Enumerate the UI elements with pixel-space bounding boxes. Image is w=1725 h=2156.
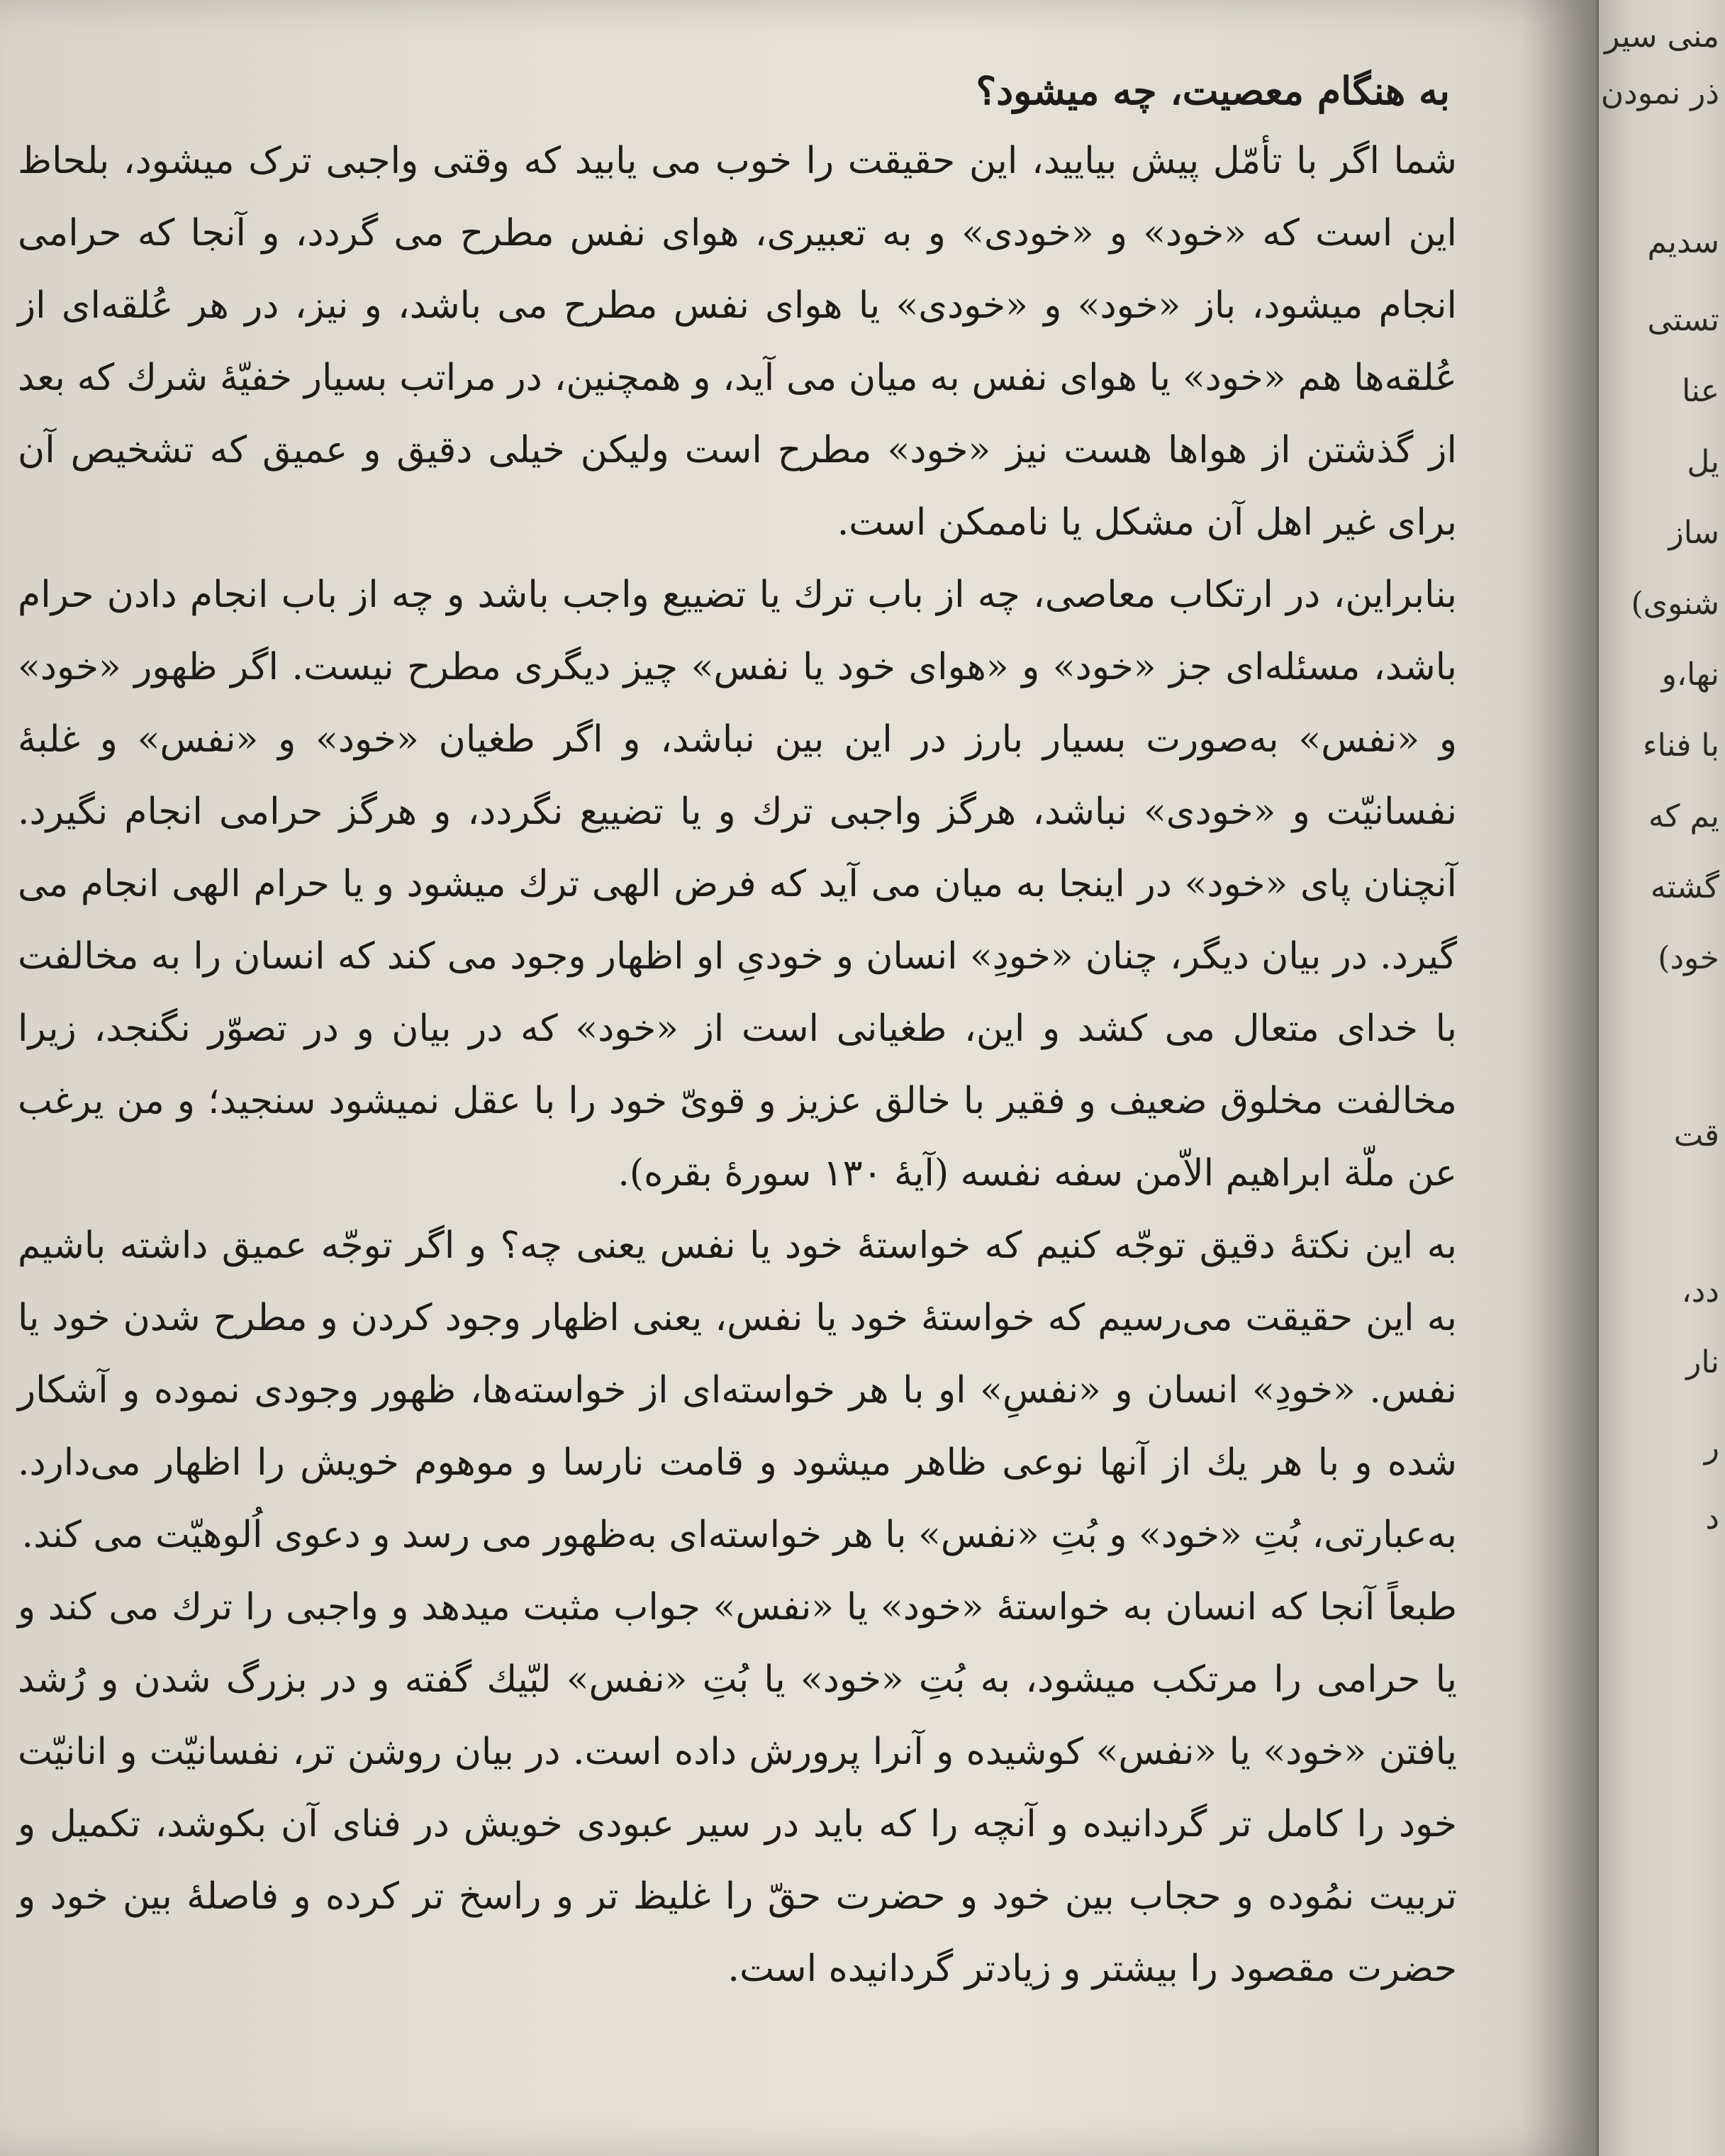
paragraph-4: طبعاً آنجا که انسان به خواستهٔ «خود» یا «نفس» جواب مثبت میدهد و واجبی را ترك می کند و یا حرامی را مرتکب میشود، به بُتِ «خود» یا بُتِ «نفس» لبّیك گفته و در بزرگ شدن و رُشد یافتن «خود» یا «نفس» کوشیده و آنرا پرورش داده است. در بیان روشن تر، نفسانیّت و انانیّت خود را کامل تر گردانیده و آنچه را که باید در سیر عبودی خویش در فنای آن بکوشد، تکمیل و تربیت نمُوده و حجاب بین خود و حضرت حقّ را غلیظ تر و راسخ تر کرده و فاصلهٔ بین خود و حضرت مقصود را بیشتر و زیادتر گردانیده است. (18, 1586, 1457, 1990)
fragment: منی سیر (1604, 18, 1719, 55)
section-heading: به هنگام معصیت، چه میشود؟ (976, 68, 1450, 113)
page-text (18, 57, 1457, 2005)
paragraph-2: بنابراین، در ارتکاب معاصی، چه از باب ترك یا تضییع واجب باشد و چه از باب انجام دادن حرام باشد، مسئله‌ای جز «خود» و «هوای خود یا نفس» چیز دیگری مطرح نیست. اگر ظهور «خود» و «نفس» به‌صورت بسیار بارز در این بین نباشد، و اگر طغیان «خود» و «نفس» و غلبهٔ نفسانیّت و «خودی» نباشد، هرگز واجبی ترك و یا تضییع نگردد، و هرگز حرامی انجام نگیرد. آنچنان پای «خود» در اینجا به میان می آید که فرض الهی ترك میشود و یا حرام الهی انجام می گیرد. در بیان دیگر، چنان «خودِ» انسان و خودیِ او اظهار وجود می کند که انسان را به مخالفت با خدای متعال می کشد و این، طغیانی است از «خود» که در بیان و در تصوّر نگنجد، زیرا مخالفت مخلوق ضعیف و فقیر با خالق عزیز و قویّ خود را با عقل نمیشود سنجید؛ و من یرغب عن ملّة ابراهیم الاّمن سفه نفسه (آیهٔ ۱۳۰ سورهٔ بقره). (18, 574, 1458, 1195)
fragment: ر (1704, 1429, 1719, 1465)
fragment: سدیم (1647, 224, 1719, 260)
fragment: شنوی) (1631, 586, 1719, 622)
paragraph-3: به این نکتهٔ دقیق توجّه کنیم که خواستهٔ خود یا نفس یعنی چه؟ و اگر توجّه عمیق داشته باشیم به این حقیقت می‌رسیم که خواستهٔ خود یا نفس، یعنی اظهار وجود کردن و مطرح شدن خود یا نفس. «خودِ» انسان و «نفسِ» او با هر خواسته‌ای از خواسته‌ها، ظهور وجودی نموده و آشکار شده و با هر یك از آنها نوعی ظاهر میشود و قامت نارسا و موهوم خویش را اظهار می‌دارد. به‌عبارتی، بُتِ «خود» و بُتِ «نفس» با هر خواسته‌ای به‌ظهور می رسد و دعوی اُلوهیّت می کند. (18, 1224, 1458, 1556)
fragment: نها،و (1661, 657, 1719, 693)
fragment: با فناء (1642, 727, 1719, 764)
fragment: عنا (1682, 373, 1719, 409)
fragment: د (1705, 1500, 1719, 1536)
fragment: گشته (1650, 869, 1719, 905)
fragment: ساز (1668, 515, 1719, 551)
fragment: تستی (1647, 302, 1719, 338)
fragment: قت (1673, 1117, 1719, 1154)
fragment: یم که (1648, 798, 1719, 834)
fragment: یل (1687, 444, 1719, 480)
fragment: خود) (1658, 940, 1719, 976)
fragment: دد، (1681, 1273, 1719, 1309)
facing-page-edge (1599, 0, 1725, 2156)
fragment: نار (1686, 1344, 1719, 1380)
fragment: ذر نمودن (1600, 75, 1719, 111)
paragraph-1: شما اگر با تأمّل پیش بیایید، این حقیقت را خوب می یابید که وقتی واجبی ترک میشود، بلحاظ این است که «خود» و «خودی» و به تعبیری، هوای نفس مطرح می گردد، و آنجا که حرامی انجام میشود، باز «خود» و «خودی» یا هوای نفس مطرح می باشد، و نیز، در هر عُلقه‌ای از عُلقه‌ها هم «خود» یا هوای نفس به میان می آید، و همچنین، در مراتب بسیار خفیّهٔ شرك كه بعد از گذشتن از هواها هست نیز «خود» مطرح است ولیکن خیلی دقیق و عمیق که تشخیص آن برای غیر اهل آن مشکل یا ناممکن است. (18, 140, 1457, 544)
